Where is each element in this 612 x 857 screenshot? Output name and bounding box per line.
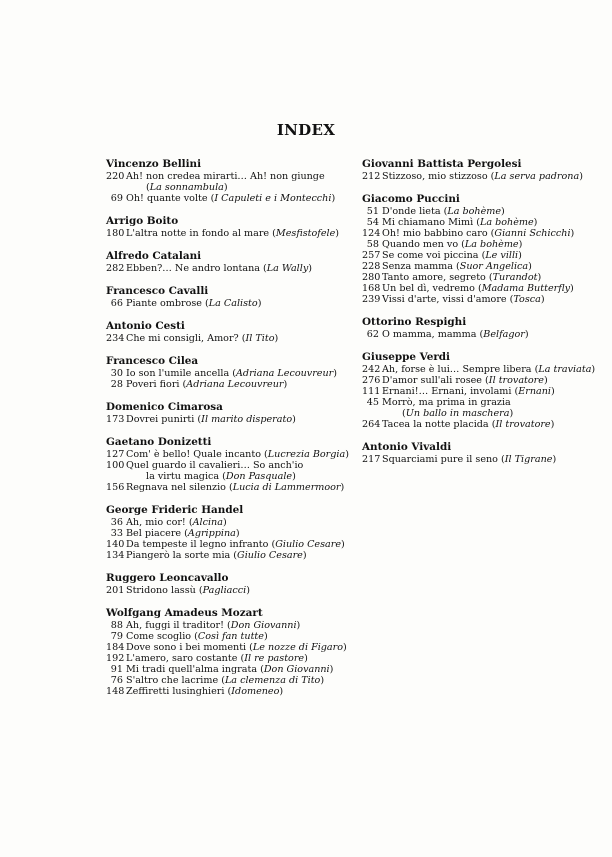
composer-name: Domenico Cimarosa [106,401,223,413]
opera-title: Pagliacci [202,585,247,596]
index-entry: 234 Che mi consigli, Amor? (Il Tito) [106,333,279,344]
page-number: 239 [362,294,381,305]
opera-title: Don Giovanni [230,620,297,631]
index-entry-continuation: la virtu magica (Don Pasquale) [146,471,296,482]
opera-title: Un ballo in maschera [405,408,510,419]
aria-title-continuation: la virtu magica [146,471,223,482]
opera-title: Ernani [518,386,552,397]
opera-title: Lucia di Lammermoor [232,482,341,493]
page-number: 180 [106,228,125,239]
aria-title: Stizzoso, mio stizzoso [382,171,488,182]
aria-title: Piangerò la sorte mia [126,550,231,561]
composer-block [362,316,572,340]
composer-block [106,436,356,493]
opera-title: La sonnambula [149,182,224,193]
page-number: 127 [106,449,125,460]
composer-block [106,320,356,344]
aria-title: Se come voi piccina [382,250,479,261]
index-entry: 276 D'amor sull'ali rosee (Il trovatore) [362,375,548,386]
aria-title: Come scoglio [126,631,192,642]
aria-title: Io son l'umile ancella [126,368,230,379]
aria-title: Vissi d'arte, vissi d'amore [382,294,507,305]
composer-block [106,607,356,697]
composer-block [106,355,356,390]
opera-title: Giulio Cesare [237,550,303,561]
page-number: 280 [362,272,381,283]
aria-title: Da tempeste il legno infranto [126,539,269,550]
page-number: 234 [106,333,125,344]
page-number: 134 [106,550,125,561]
aria-title: Ernani!… Ernani, involami [382,386,512,397]
opera-title: Alcina [192,517,223,528]
index-column-right [362,158,596,476]
aria-title: Stridono lassù [126,585,196,596]
composer-name: Ruggero Leoncavallo [106,572,229,584]
index-entry: 168 Un bel dì, vedremo (Madama Butterfly) [362,283,574,294]
page-number: 45 [366,397,379,408]
aria-title: Squarciami pure il seno [382,454,498,465]
page-number: 192 [106,653,125,664]
opera-title: La bohème [464,239,519,250]
aria-title: Zeffiretti lusinghieri [126,686,225,697]
aria-title: Bel piacere [126,528,182,539]
index-entry: 79 Come scoglio (Così fan tutte) [106,631,356,642]
index-entry: 180 L'altra notte in fondo al mare (Mesfistofele) [106,228,339,239]
composer-name: Antonio Vivaldi [362,441,452,453]
index-entry: 217 Squarciami pure il seno (Il Tigrane) [362,454,557,465]
aria-title: Dovrei punirti [126,414,195,425]
page-number: 30 [110,368,123,379]
aria-title: Regnava nel silenzio [126,482,226,493]
index-entry: 62 O mamma, mamma (Belfagor) [362,329,572,340]
page-number: 276 [362,375,381,386]
aria-title: Ah, forse è lui… Sempre libera [382,364,532,375]
index-entry-continuation: (La sonnambula) [146,182,228,193]
index-entry: 30 Io son l'umile ancella (Adriana Lecouvreur) [106,368,356,379]
opera-title: Lucrezia Borgia [267,449,346,460]
opera-title: Suor Angelica [459,261,529,272]
page-number: 184 [106,642,125,653]
index-entry [106,460,356,471]
page-number: 76 [110,675,123,686]
composer-block [106,250,356,274]
page-number: 282 [106,263,125,274]
composer-block [362,441,572,465]
opera-title: Belfagor [483,329,525,340]
composer-name: George Frideric Handel [106,504,244,516]
index-entry: 192 L'amero, saro costante (Il re pastore) [106,653,308,664]
aria-title: D'onde lieta [382,206,441,217]
index-entry: 51 D'onde lieta (La bohème) [362,206,572,217]
index-entry: 111 Ernani!… Ernani, involami (Ernani) [362,386,555,397]
composer-block [362,351,596,430]
index-entry: 91 Mi tradi quell'alma ingrata (Don Giovanni) [106,664,356,675]
index-entry: 88 Ah, fuggi il traditor! (Don Giovanni) [106,620,356,631]
composer-block [106,215,356,239]
page-number: 264 [362,419,381,430]
aria-title: Oh! quante volte [126,193,208,204]
index-entry: 257 Se come voi piccina (Le villi) [362,250,522,261]
opera-title: I Capuleti e i Montecchi [214,193,332,204]
composer-block [106,504,356,561]
index-entry [106,171,356,182]
index-entry-continuation: (Un ballo in maschera) [402,408,514,419]
page-number: 100 [106,460,125,471]
page-number: 62 [366,329,379,340]
page-number: 36 [110,517,123,528]
composer-name: Vincenzo Bellini [106,158,202,170]
opera-title: Le nozze di Figaro [252,642,344,653]
page-number: 111 [362,386,381,397]
opera-title: Il trovatore [488,375,544,386]
aria-title: Ah! non credea mirarti… Ah! non giunge [126,171,325,182]
opera-title: Giulio Cesare [275,539,342,550]
opera-title: La Calisto [208,298,258,309]
aria-title: Quel guardo il cavalieri… So anch'io [126,460,304,471]
page-number: 168 [362,283,381,294]
composer-name: Giovanni Battista Pergolesi [362,158,522,170]
aria-title: Ebben?… Ne andro lontana [126,263,260,274]
page-number: 28 [110,379,123,390]
opera-title: Turandot [492,272,538,283]
aria-title: Ah, mio cor! [126,517,186,528]
composer-name: Alfredo Catalani [106,250,202,262]
index-entry: 76 S'altro che lacrime (La clemenza di Tito) [106,675,356,686]
index-entry: 228 Senza mamma (Suor Angelica) [362,261,532,272]
opera-title: Il Tigrane [504,454,553,465]
opera-title: Idomeneo [231,686,280,697]
index-entry: 212 Stizzoso, mio stizzoso (La serva padrona) [362,171,583,182]
composer-name: Gaetano Donizetti [106,436,212,448]
composer-block [106,158,356,204]
opera-title: La serva padrona [494,171,580,182]
aria-title: Quando men vo [382,239,459,250]
opera-title: Mesfistofele [275,228,336,239]
index-entry: 33 Bel piacere (Agrippina) [106,528,356,539]
aria-title: Tanto amore, segreto [382,272,486,283]
composer-block [106,285,356,309]
page-number: 173 [106,414,125,425]
opera-title: Il Tito [245,333,275,344]
page-number: 201 [106,585,125,596]
aria-title: S'altro che lacrime [126,675,219,686]
index-entry: 28 Poveri fiori (Adriana Lecouvreur) [106,379,356,390]
page-number: 257 [362,250,381,261]
opera-title: La bohème [479,217,534,228]
page-number: 79 [110,631,123,642]
page-number: 88 [110,620,123,631]
index-entry: 173 Dovrei punirti (Il marito disperato) [106,414,296,425]
composer-name: Wolfgang Amadeus Mozart [106,607,263,619]
composer-name: Arrigo Boito [106,215,179,227]
page-number: 51 [366,206,379,217]
opera-title: Il marito disperato [201,414,293,425]
aria-title: Oh! mio babbino caro [382,228,488,239]
opera-title: Don Pasquale [225,471,293,482]
composer-name: Ottorino Respighi [362,316,467,328]
index-entry: 36 Ah, mio cor! (Alcina) [106,517,356,528]
index-entry: 69 Oh! quante volte (I Capuleti e i Montecchi) [106,193,356,204]
aria-title: Tacea la notte placida [382,419,489,430]
aria-title: O mamma, mamma [382,329,477,340]
aria-title: Ah, fuggi il traditor! [126,620,224,631]
opera-title: Madama Butterfly [481,283,571,294]
opera-title: La clemenza di Tito [224,675,321,686]
page-number: 54 [366,217,379,228]
composer-block [362,158,583,182]
aria-title: Un bel dì, vedremo [382,283,475,294]
index-entry: 282 Ebben?… Ne andro lontana (La Wally) [106,263,312,274]
page-number: 156 [106,482,125,493]
index-entry: 239 Vissi d'arte, vissi d'amore (Tosca) [362,294,545,305]
composer-name: Antonio Cesti [106,320,185,332]
index-entry: 156 Regnava nel silenzio (Lucia di Lammermoor) [106,482,345,493]
index-entry [362,397,572,408]
page-number: 58 [366,239,379,250]
opera-title: Agrippina [187,528,236,539]
aria-title: Piante ombrose [126,298,202,309]
aria-title: Poveri fiori [126,379,180,390]
index-entry: 124 Oh! mio babbino caro (Gianni Schicchi) [362,228,575,239]
composer-name: Francesco Cavalli [106,285,209,297]
composer-block [106,572,356,596]
page-number: 69 [110,193,123,204]
aria-title: Morrò, ma prima in grazia [382,397,511,408]
opera-title: La traviata [538,364,592,375]
index-entry: 201 Stridono lassù (Pagliacci) [106,585,250,596]
page-number: 220 [106,171,125,182]
index-entry: 58 Quando men vo (La bohème) [362,239,572,250]
composer-block [106,401,356,425]
page-number: 228 [362,261,381,272]
page-number: 217 [362,454,381,465]
aria-title: Che mi consigli, Amor? [126,333,239,344]
page-number: 212 [362,171,381,182]
aria-title: D'amor sull'ali rosee [382,375,482,386]
opera-title: Gianni Schicchi [494,228,571,239]
composer-name: Giacomo Puccini [362,193,460,205]
index-entry: 148 Zeffiretti lusinghieri (Idomeneo) [106,686,284,697]
opera-title: La Wally [266,263,309,274]
index-entry: 280 Tanto amore, segreto (Turandot) [362,272,542,283]
index-entry: 140 Da tempeste il legno infranto (Giulio Cesare) [106,539,345,550]
aria-title: Com' è bello! Quale incanto [126,449,261,460]
opera-title: Adriana Lecouvreur [186,379,284,390]
index-column-left [106,158,356,708]
opera-title: Così fan tutte [197,631,264,642]
opera-title: Le villi [485,250,519,261]
index-entry: 242 Ah, forse è lui… Sempre libera (La traviata) [362,364,596,375]
opera-title: Il trovatore [495,419,551,430]
opera-title: Don Giovanni [263,664,330,675]
index-entry: 134 Piangerò la sorte mia (Giulio Cesare) [106,550,307,561]
page-number: 124 [362,228,381,239]
page-number: 242 [362,364,381,375]
aria-title: Senza mamma [382,261,453,272]
opera-title: La bohème [447,206,502,217]
composer-name: Francesco Cilea [106,355,199,367]
aria-title: L'amero, saro costante [126,653,238,664]
aria-title: Dove sono i bei momenti [126,642,247,653]
page-title: INDEX [276,121,336,139]
page-number: 140 [106,539,125,550]
page-number: 33 [110,528,123,539]
page-number: 66 [110,298,123,309]
aria-title: L'altra notte in fondo al mare [126,228,270,239]
index-entry: 54 Mi chiamano Mimì (La bohème) [362,217,572,228]
index-entry: 66 Piante ombrose (La Calisto) [106,298,356,309]
aria-title: Mi tradi quell'alma ingrata [126,664,258,675]
page-number: 148 [106,686,125,697]
index-entry: 127 Com' è bello! Quale incanto (Lucrezia Borgia) [106,449,349,460]
composer-block [362,193,575,305]
index-entry: 264 Tacea la notte placida (Il trovatore) [362,419,555,430]
aria-title: Mi chiamano Mimì [382,217,474,228]
index-entry: 184 Dove sono i bei momenti (Le nozze di Figaro) [106,642,347,653]
opera-title: Tosca [513,294,541,305]
opera-title: Il re pastore [244,653,305,664]
page-number: 91 [110,664,123,675]
opera-title: Adriana Lecouvreur [236,368,334,379]
composer-name: Giuseppe Verdi [362,351,450,363]
